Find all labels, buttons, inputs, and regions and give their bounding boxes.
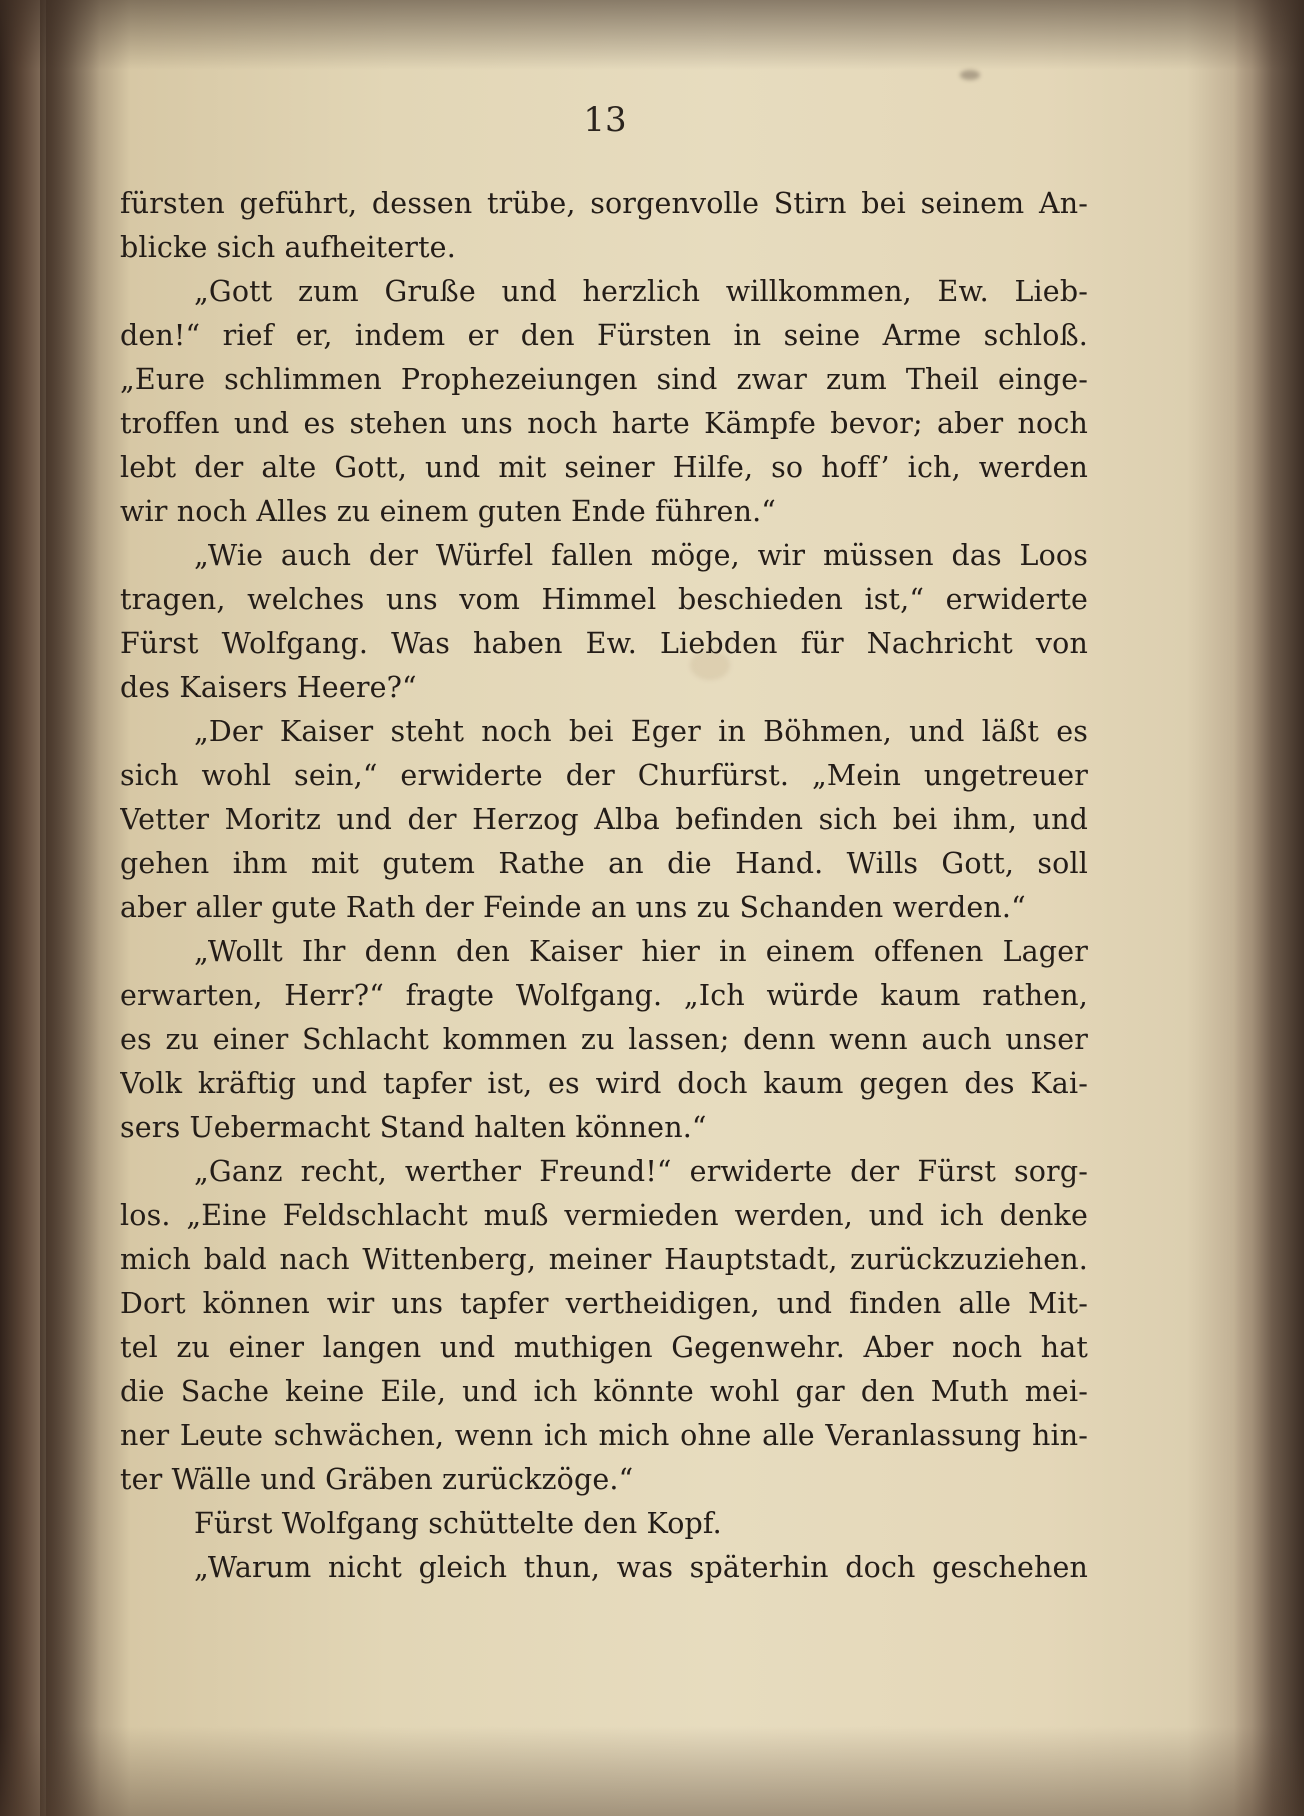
text-line: des Kaisers Heere?“ bbox=[120, 671, 417, 704]
text-line: „Der Kaiser steht noch bei Eger in Böhmen, und läßt es bbox=[194, 715, 1088, 748]
text-line: aber aller gute Rath der Feinde an uns zu Schanden werden.“ bbox=[120, 891, 1026, 924]
text-line: erwarten, Herr?“ fragte Wolfgang. „Ich würde kaum rathen, bbox=[120, 979, 1088, 1012]
text-line: es zu einer Schlacht kommen zu lassen; denn wenn auch unser bbox=[120, 1023, 1088, 1056]
text-line: Fürst Wolfgang. Was haben Ew. Liebden für Nachricht von bbox=[120, 627, 1088, 660]
text-line: los. „Eine Feldschlacht muß vermieden werden, und ich denke bbox=[120, 1199, 1088, 1232]
text-line: tragen, welches uns vom Himmel beschieden ist,“ erwiderte bbox=[120, 583, 1088, 616]
right-page-edge bbox=[1234, 0, 1304, 1816]
text-line: gehen ihm mit gutem Rathe an die Hand. Wills Gott, soll bbox=[120, 847, 1088, 880]
body-text bbox=[120, 182, 1088, 1590]
top-shadow bbox=[0, 0, 1304, 70]
text-line: „Wie auch der Würfel fallen möge, wir müssen das Loos bbox=[194, 539, 1088, 572]
text-line: Volk kräftig und tapfer ist, es wird doch kaum gegen des Kai- bbox=[120, 1067, 1088, 1100]
text-line: Fürst Wolfgang schüttelte den Kopf. bbox=[194, 1507, 722, 1540]
text-line: die Sache keine Eile, und ich könnte wohl gar den Muth mei- bbox=[120, 1375, 1088, 1408]
text-line: troffen und es stehen uns noch harte Kämpfe bevor; aber noch bbox=[120, 407, 1088, 440]
bottom-shadow bbox=[0, 1726, 1304, 1816]
text-line: blicke sich aufheiterte. bbox=[120, 231, 456, 264]
text-line: Vetter Moritz und der Herzog Alba befinden sich bei ihm, und bbox=[120, 803, 1088, 836]
text-line: fürsten geführt, dessen trübe, sorgenvolle Stirn bei seinem An- bbox=[120, 187, 1088, 220]
text-line: „Gott zum Gruße und herzlich willkommen, Ew. Lieb- bbox=[194, 275, 1088, 308]
text-line: „Ganz recht, werther Freund!“ erwiderte der Fürst sorg- bbox=[194, 1155, 1088, 1188]
text-line: mich bald nach Wittenberg, meiner Hauptstadt, zurückzuziehen. bbox=[120, 1243, 1088, 1276]
spine-shadow bbox=[40, 0, 100, 1816]
text-line: sich wohl sein,“ erwiderte der Churfürst. „Mein ungetreuer bbox=[120, 759, 1088, 792]
text-line: ner Leute schwächen, wenn ich mich ohne alle Veranlassung hin- bbox=[120, 1419, 1088, 1452]
text-line: tel zu einer langen und muthigen Gegenwehr. Aber noch hat bbox=[120, 1331, 1088, 1364]
text-line: wir noch Alles zu einem guten Ende führen.“ bbox=[120, 495, 777, 528]
page-number: 13 bbox=[583, 100, 627, 140]
text-line: lebt der alte Gott, und mit seiner Hilfe, so hoff’ ich, werden bbox=[120, 451, 1088, 484]
paper-mark bbox=[960, 70, 980, 80]
text-line: den!“ rief er, indem er den Fürsten in seine Arme schloß. bbox=[120, 319, 1088, 352]
text-line: „Eure schlimmen Prophezeiungen sind zwar zum Theil einge- bbox=[120, 363, 1088, 396]
text-line: sers Uebermacht Stand halten können.“ bbox=[120, 1111, 707, 1144]
text-line: Dort können wir uns tapfer vertheidigen, und finden alle Mit- bbox=[120, 1287, 1088, 1320]
text-line: „Warum nicht gleich thun, was späterhin doch geschehen bbox=[194, 1551, 1088, 1584]
text-line: ter Wälle und Gräben zurückzöge.“ bbox=[120, 1463, 634, 1496]
text-line: „Wollt Ihr denn den Kaiser hier in einem offenen Lager bbox=[194, 935, 1088, 968]
